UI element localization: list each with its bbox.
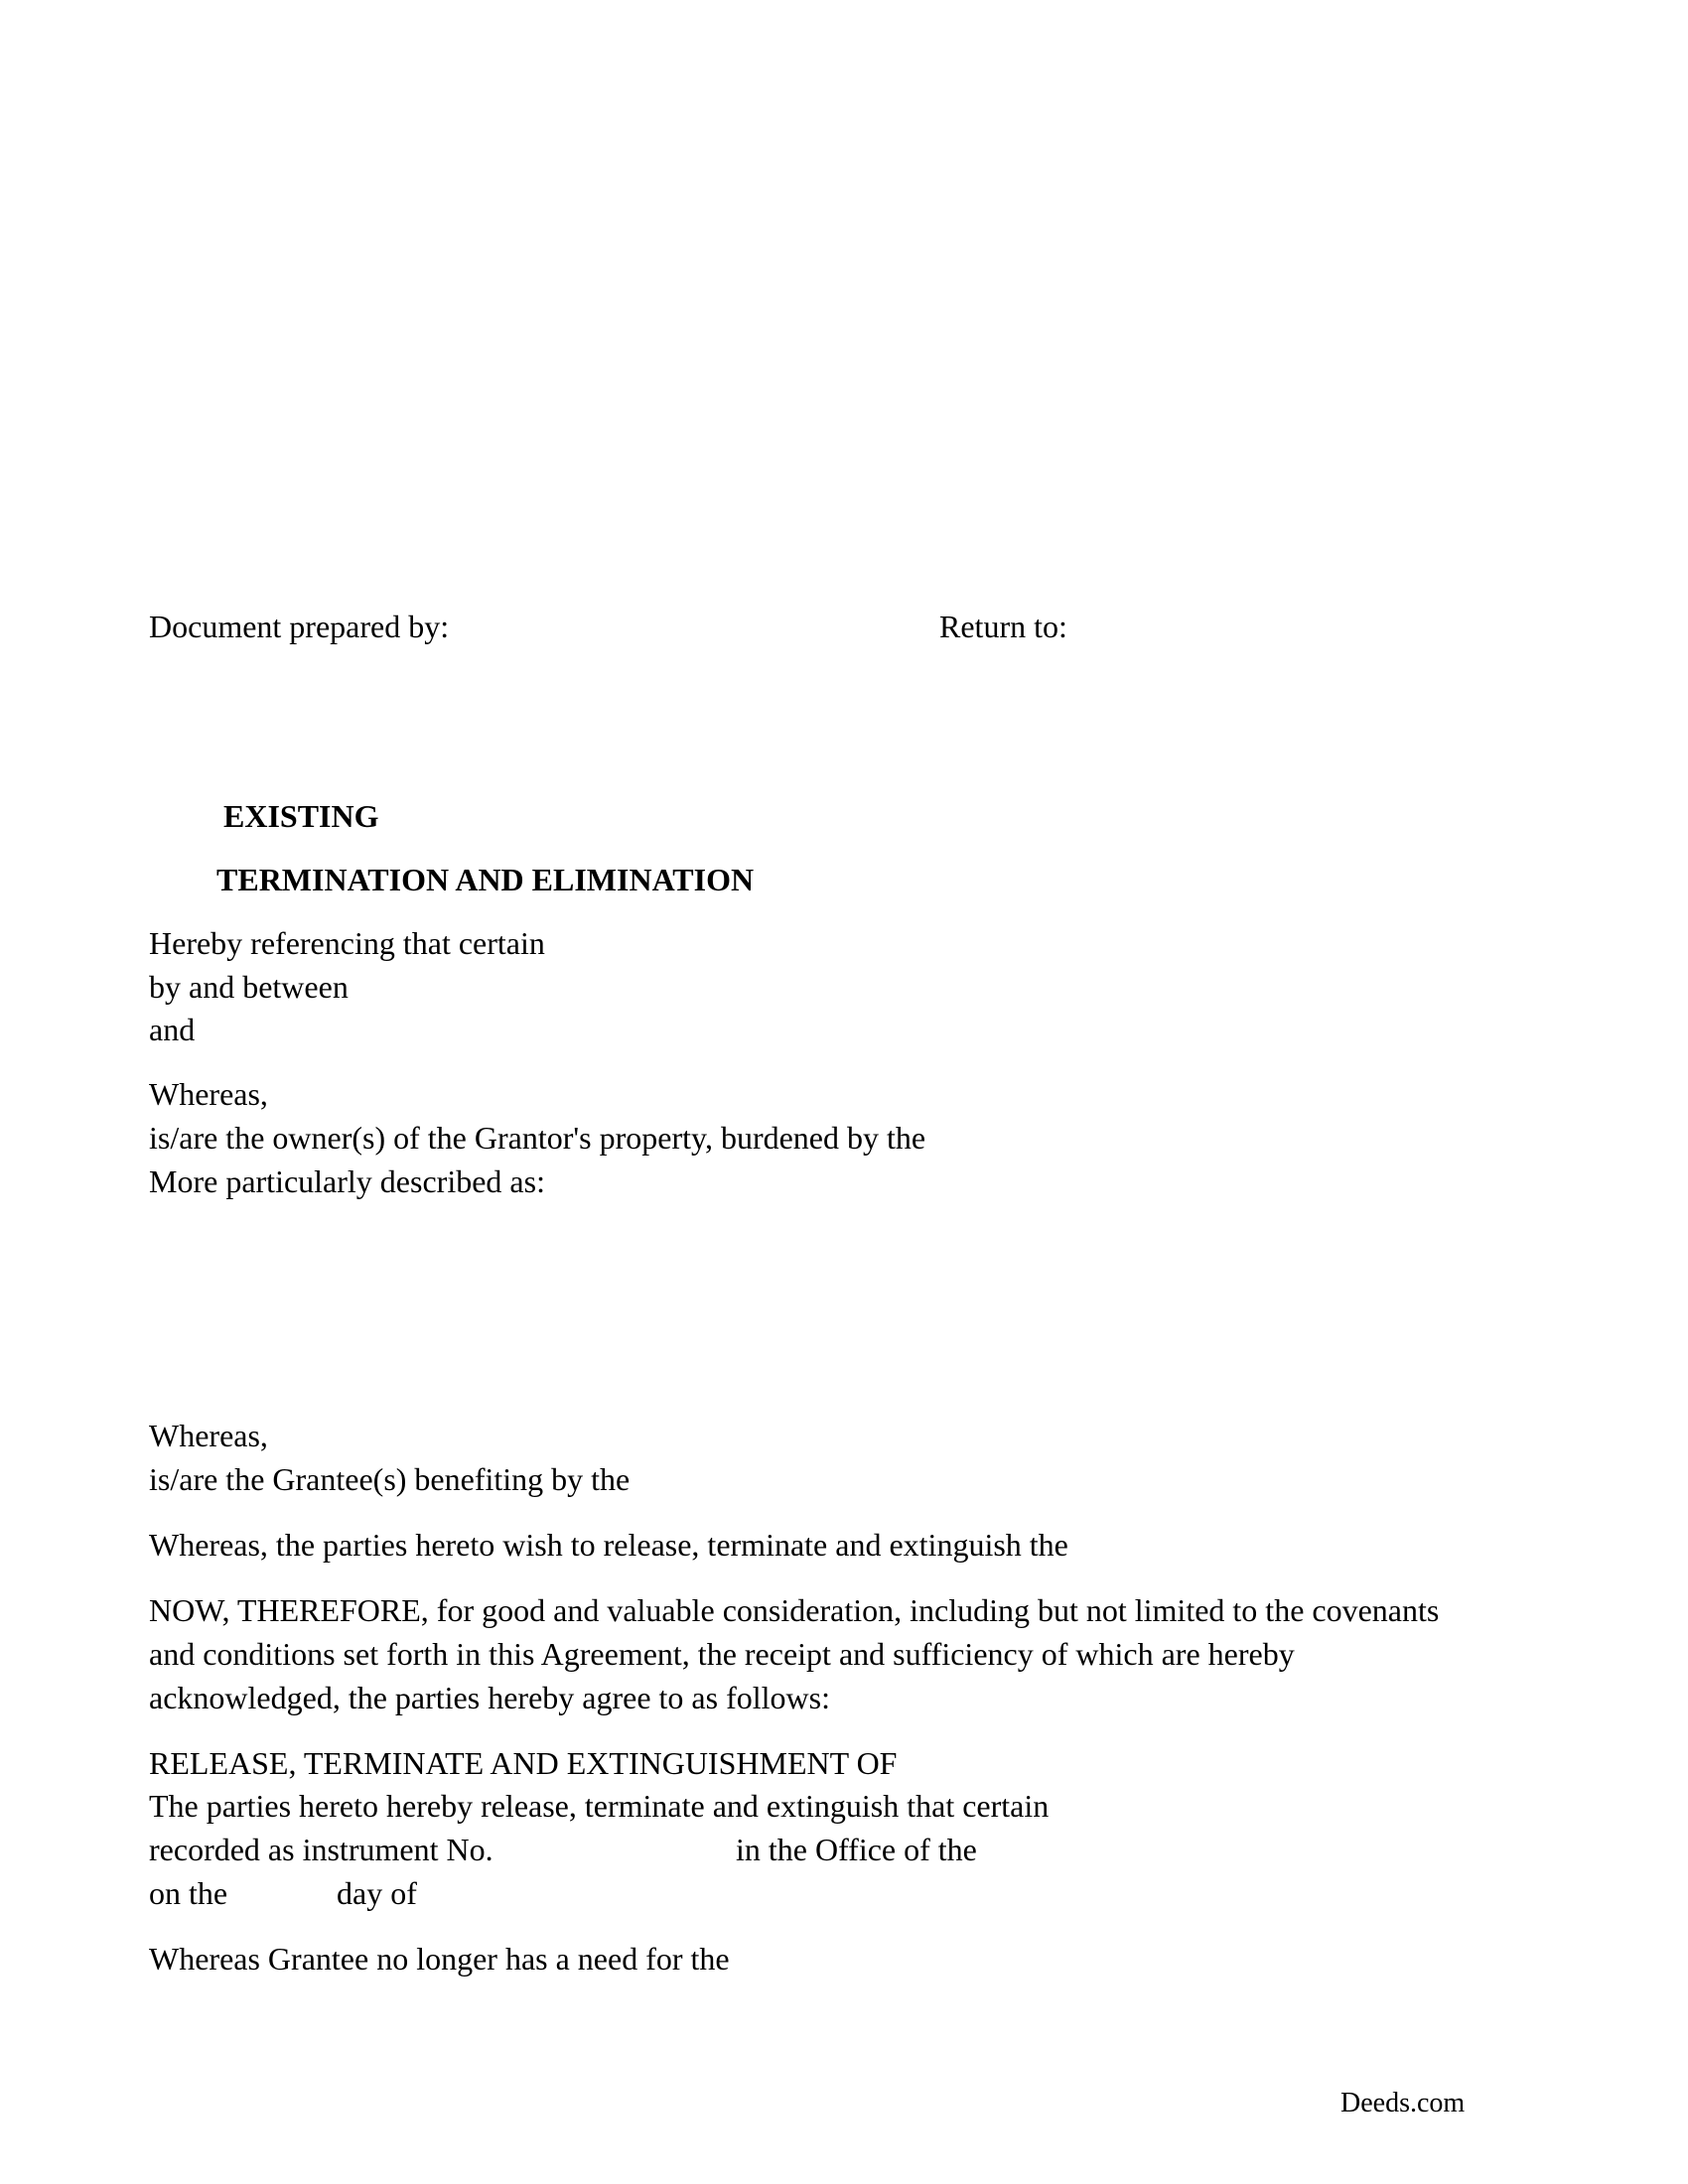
title-line-1: EXISTING bbox=[223, 798, 379, 834]
release-heading: RELEASE, TERMINATE AND EXTINGUISHMENT OF bbox=[149, 1745, 898, 1781]
release-line-3-left: on the bbox=[149, 1875, 228, 1911]
reference-line-1: Hereby referencing that certain bbox=[149, 925, 545, 961]
whereas-grantee-line-1: Whereas, bbox=[149, 1418, 268, 1453]
whereas-release-intent: Whereas, the parties hereto wish to release, terminate and extinguish the bbox=[149, 1527, 1068, 1563]
release-line-2-right: in the Office of the bbox=[736, 1832, 977, 1867]
whereas-owner-line-1: Whereas, bbox=[149, 1076, 268, 1112]
whereas-owner-line-2: is/are the owner(s) of the Grantor's property, burdened by the bbox=[149, 1120, 926, 1156]
whereas-no-longer-needed: Whereas Grantee no longer has a need for the bbox=[149, 1941, 730, 1977]
now-therefore-line-3: acknowledged, the parties hereby agree to as follows: bbox=[149, 1680, 830, 1715]
whereas-owner-line-3: More particularly described as: bbox=[149, 1163, 545, 1199]
release-line-2-left: recorded as instrument No. bbox=[149, 1832, 493, 1867]
return-to-label: Return to: bbox=[939, 609, 1067, 644]
release-line-3-right: day of bbox=[337, 1875, 417, 1911]
whereas-grantee-line-2: is/are the Grantee(s) benefiting by the bbox=[149, 1461, 631, 1497]
prepared-by-label: Document prepared by: bbox=[149, 609, 450, 644]
footer-brand: Deeds.com bbox=[1340, 2088, 1466, 2118]
reference-line-3: and bbox=[149, 1012, 196, 1047]
title-line-2: TERMINATION AND ELIMINATION bbox=[216, 862, 755, 897]
reference-line-2: by and between bbox=[149, 969, 349, 1005]
release-line-1: The parties hereto hereby release, terminate and extinguish that certain bbox=[149, 1788, 1050, 1824]
now-therefore-line-2: and conditions set forth in this Agreement, the receipt and sufficiency of which are hereby bbox=[149, 1636, 1295, 1672]
now-therefore-line-1: NOW, THEREFORE, for good and valuable consideration, including but not limited to the covenants bbox=[149, 1592, 1440, 1628]
